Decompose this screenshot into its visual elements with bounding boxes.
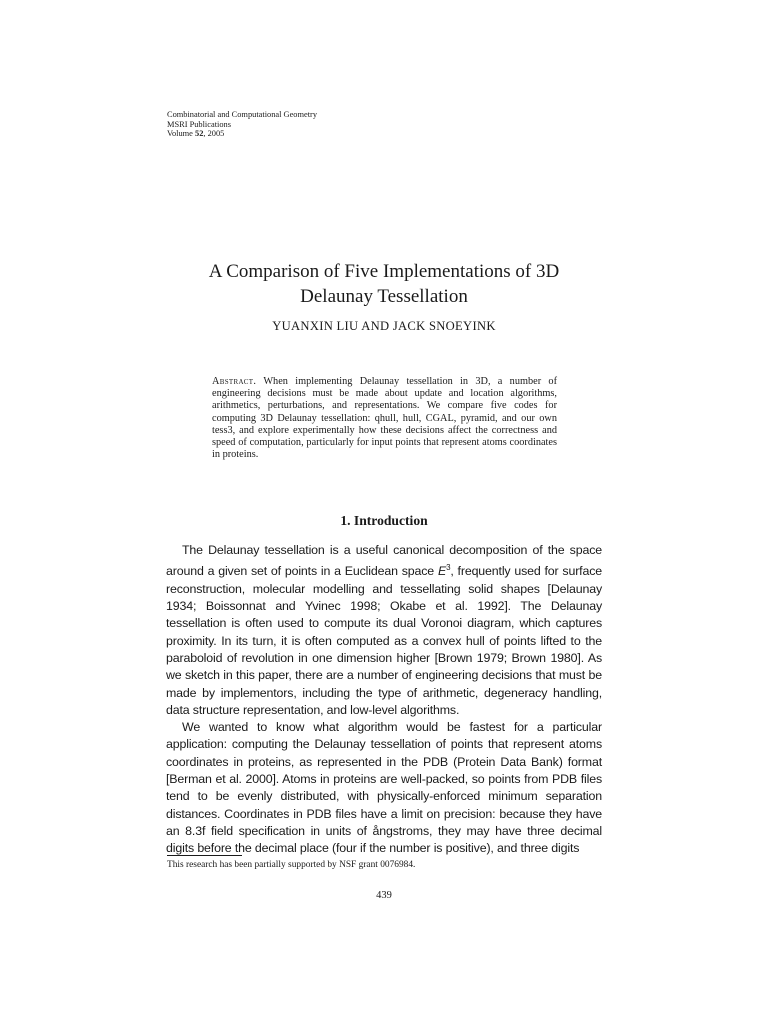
- paragraph-1-end: , frequently used for surface reconstruction, molecular modelling and tessellating solid shapes [Delaunay 1934; Boissonnat and Yvinec 1998; Okabe et al. 1992]. The Delaunay tessellation is often used to compute its dual Voronoi diagram, which captures proximity. In its turn, it is often computed as a convex hull of points lifted to the paraboloid of revolution in one dimension higher [Brown 1979; Brown 1980]. As we sketch in this paper, there are a number of engineering decisions that must be made by implementors, including the type of arithmetic, degeneracy handling, data structure representation, and low-level algorithms.: [166, 564, 602, 717]
- publication-header: [167, 110, 317, 139]
- series-name: Combinatorial and Computational Geometry: [167, 110, 318, 119]
- section-body: [166, 542, 602, 857]
- euclidean-space-exponent: 3: [446, 563, 451, 573]
- footnote: This research has been partially supported by NSF grant 0076984.: [167, 860, 416, 870]
- abstract-label: Abstract.: [212, 376, 257, 387]
- volume-label: Volume: [167, 129, 193, 139]
- paper-title: [150, 259, 618, 309]
- paragraph-1: [166, 542, 602, 719]
- footnote-divider: [167, 855, 242, 856]
- paragraph-2: We wanted to know what algorithm would be fastest for a particular application: computing the Delaunay tessellation of points that represent atoms coordinates in proteins, as represented in the PDB (Protein Data Bank) format [Berman et al. 2000]. Atoms in proteins are well-packed, so points from PDB files tend to be evenly distributed, with physically-enforced minimum separation distances. Coordinates in PDB files have a limit on precision: because they have an 8.3f field specification in units of ångstroms, they may have three decimal digits before the decimal place (four if the number is positive), and three digits: [166, 720, 602, 856]
- title-line-1: A Comparison of Five Implementations of 3D: [208, 261, 560, 282]
- publication-year: , 2005: [203, 129, 225, 139]
- publisher-name: MSRI Publications: [167, 119, 231, 129]
- paragraph-1-start: The Delaunay tessellation is a useful canonical decomposition of the space around a given set of points in a Euclidean space: [166, 543, 602, 579]
- abstract: [212, 376, 557, 461]
- author-list: YUANXIN LIU AND JACK SNOEYINK: [272, 319, 496, 333]
- euclidean-space-symbol: E: [437, 564, 447, 579]
- section-heading: 1. Introduction: [340, 513, 428, 528]
- volume-line: [167, 129, 317, 139]
- volume-number: 52: [195, 129, 204, 139]
- title-line-2: Delaunay Tessellation: [300, 286, 468, 307]
- page-number: 439: [376, 890, 392, 901]
- abstract-text: When implementing Delaunay tessellation in 3D, a number of engineering decisions must be made about update and location algorithms, arithmetics, perturbations, and representations. We compare five codes for computing 3D Delaunay tessellation: qhull, hull, CGAL, pyramid, and our own tess3, and explore experimentally how these decisions affect the correctness and speed of computation, particularly for input points that represent atoms coordinates in proteins.: [212, 376, 557, 461]
